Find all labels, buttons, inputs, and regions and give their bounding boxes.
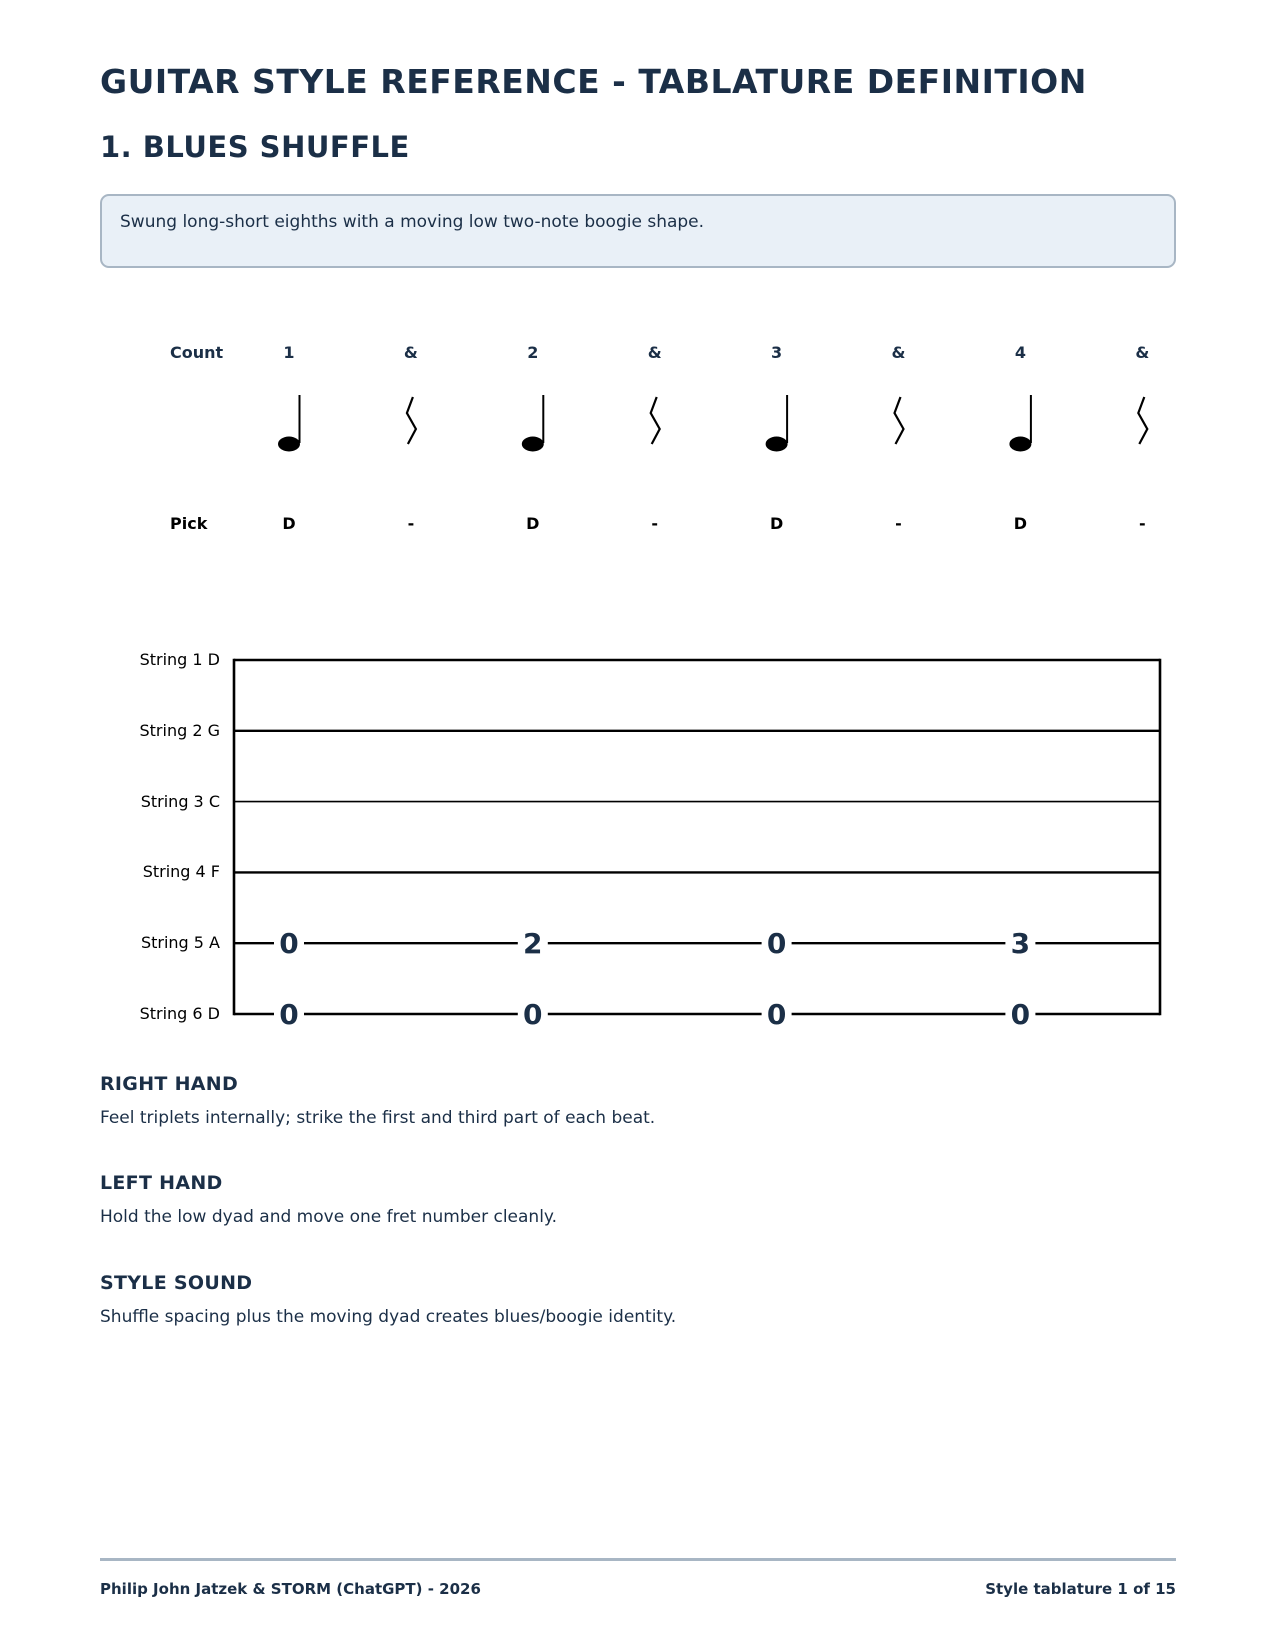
pick-item: D: [769, 514, 784, 533]
footer-divider: [100, 1558, 1176, 1561]
count-row-label: Count: [170, 343, 224, 362]
section-title: 1. BLUES SHUFFLE: [100, 130, 410, 164]
fret-number: 3: [1010, 927, 1031, 961]
pick-item: D: [282, 514, 296, 533]
string-label: String 6 D: [139, 1004, 220, 1023]
count-item: &: [647, 343, 662, 362]
style-sound-text: Shuffle spacing plus the moving dyad creates blues/boogie identity.: [100, 1307, 677, 1327]
style-sound-heading: STYLE SOUND: [100, 1272, 253, 1294]
fret-number: 0: [279, 927, 299, 961]
count-item: 2: [527, 343, 539, 362]
fret-number: 0: [766, 927, 787, 961]
fret-number: 2: [523, 927, 543, 961]
pick-item: -: [895, 514, 902, 533]
fret-number: 0: [523, 998, 543, 1030]
string-label: String 2 G: [139, 720, 220, 740]
document-title: GUITAR STYLE REFERENCE - TABLATURE DEFINITION: [100, 62, 1087, 101]
right-hand-text: Feel triplets internally; strike the first and third part of each beat.: [100, 1108, 656, 1128]
pick-item: -: [1138, 514, 1146, 533]
pick-item: -: [407, 514, 415, 533]
description-box: [100, 194, 1176, 268]
quarter-note-icon: [278, 395, 300, 452]
string-label: String 4 F: [142, 862, 220, 882]
eighth-rest-icon: [895, 397, 904, 444]
footer-page-indicator: Style tablature 1 of 15: [985, 1580, 1176, 1598]
count-item: &: [1135, 343, 1150, 362]
tab-staff: [0, 640, 1275, 1030]
count-item: &: [891, 343, 906, 362]
fret-number: 0: [766, 998, 787, 1030]
pick-item: D: [1013, 514, 1028, 533]
pick-row-label: Pick: [170, 514, 208, 533]
pick-item: D: [526, 514, 540, 533]
left-hand-text: Hold the low dyad and move one fret number cleanly.: [100, 1207, 557, 1227]
string-label: String 3 C: [140, 791, 220, 811]
footer-credit: Philip John Jatzek & STORM (ChatGPT) - 2026: [100, 1580, 481, 1598]
count-item: &: [403, 343, 418, 362]
description-text: Swung long-short eighths with a moving low two-note boogie shape.: [120, 212, 705, 232]
eighth-rest-icon: [651, 397, 660, 444]
pick-item: -: [651, 514, 658, 533]
count-item: 1: [283, 343, 295, 362]
string-label: String 1 D: [139, 650, 220, 669]
eighth-rest-icon: [1138, 397, 1147, 444]
quarter-note-icon: [522, 395, 544, 452]
count-item: 3: [771, 343, 783, 362]
right-hand-heading: RIGHT HAND: [100, 1073, 239, 1095]
string-label: String 5 A: [140, 933, 220, 953]
quarter-note-icon: [1009, 395, 1031, 452]
rhythm-notation: [0, 380, 1275, 460]
fret-number: 0: [279, 998, 299, 1030]
eighth-rest-icon: [407, 397, 416, 444]
left-hand-heading: LEFT HAND: [100, 1172, 223, 1194]
fret-number: 0: [1010, 998, 1031, 1030]
quarter-note-icon: [766, 395, 788, 452]
count-item: 4: [1014, 343, 1026, 362]
